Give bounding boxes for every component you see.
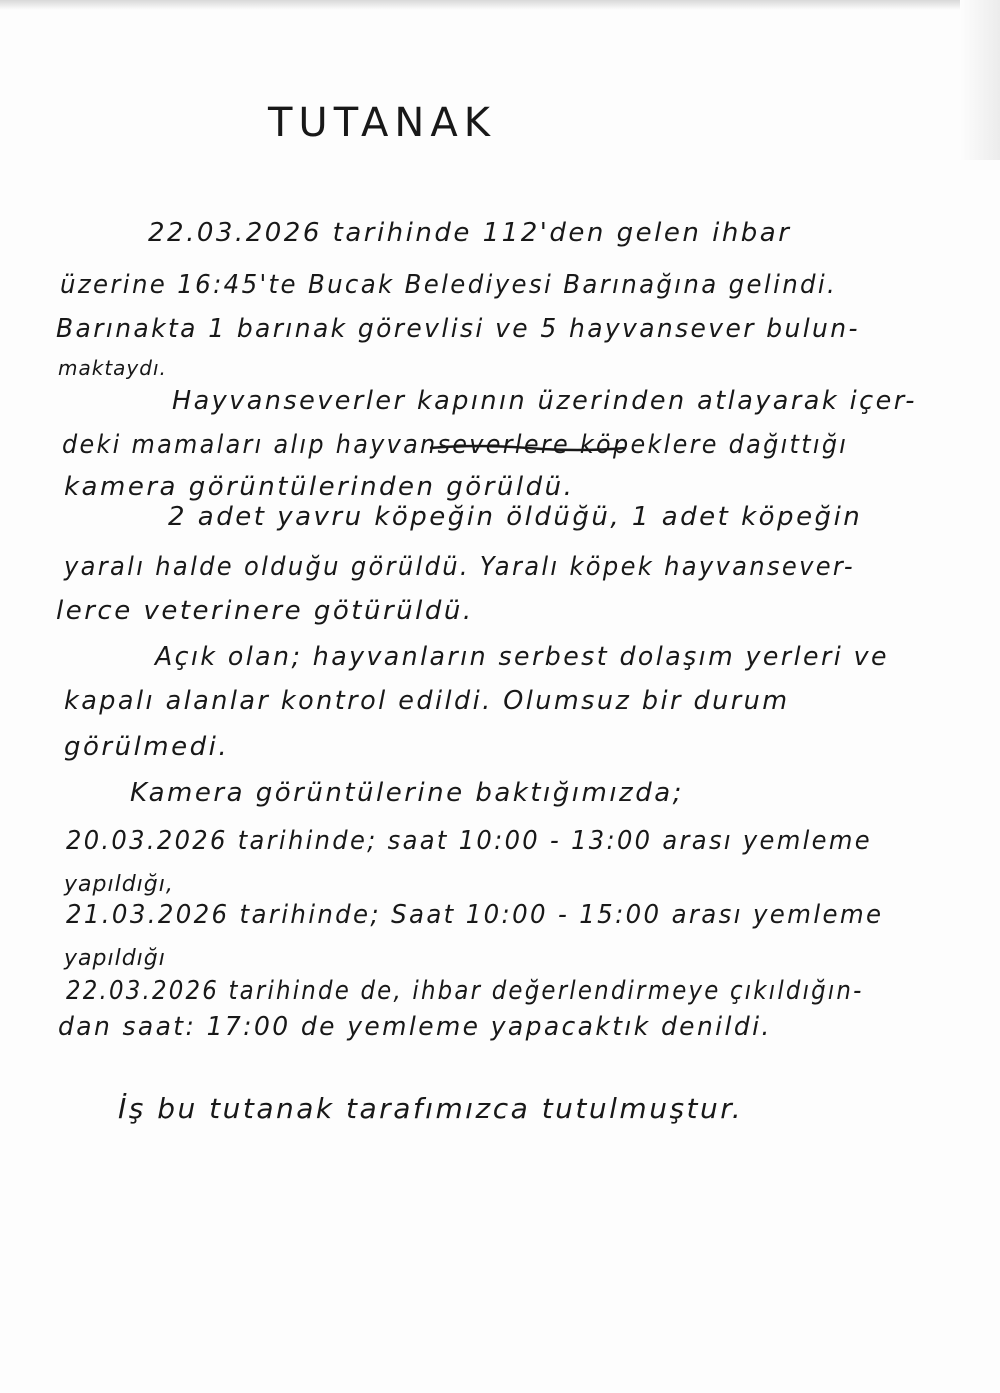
text-line: Kamera görüntülerine baktığımızda; <box>130 778 684 808</box>
closing-line: İş bu tutanak tarafımızca tutulmuştur. <box>118 1092 744 1125</box>
text-line: 20.03.2026 tarihinde; saat 10:00 - 13:00 arası yemleme <box>66 826 872 856</box>
text-line: Hayvanseverler kapının üzerinden atlayarak içer- <box>172 386 917 416</box>
text-line: yapıldığı <box>64 946 166 971</box>
document-title: TUTANAK <box>268 100 496 146</box>
text-line: 22.03.2026 tarihinde 112'den gelen ihbar <box>148 218 792 248</box>
text-line: kapalı alanlar kontrol edildi. Olumsuz bir durum <box>64 686 790 716</box>
text-line: görülmedi. <box>64 732 230 762</box>
text-line: 2 adet yavru köpeğin öldüğü, 1 adet köpeğin <box>168 502 863 532</box>
text-line: yapıldığı, <box>64 872 174 897</box>
text-line: dan saat: 17:00 de yemleme yapacaktık denildi. <box>58 1012 772 1042</box>
strikethrough-mark <box>428 442 628 454</box>
text-line: Barınakta 1 barınak görevlisi ve 5 hayvansever bulun- <box>56 314 860 344</box>
text-line: kamera görüntülerinden görüldü. <box>64 472 575 502</box>
text-line: 22.03.2026 tarihinde de, ihbar değerlendirmeye çıkıldığın- <box>66 976 864 1006</box>
text-line: 21.03.2026 tarihinde; Saat 10:00 - 15:00 arası yemleme <box>66 900 884 930</box>
text-line: yaralı halde olduğu görüldü. Yaralı köpek hayvansever- <box>64 552 855 582</box>
scan-edge-shadow <box>0 0 1000 10</box>
text-line: maktaydı. <box>58 356 167 380</box>
text-line: deki mamaları alıp hayvanseverlere köpeklere dağıttığı <box>62 430 849 460</box>
text-line: Açık olan; hayvanların serbest dolaşım yerleri ve <box>155 642 889 672</box>
scan-edge-shadow-right <box>960 0 1000 160</box>
text-line: lerce veterinere götürüldü. <box>56 596 474 626</box>
text-line: üzerine 16:45'te Bucak Belediyesi Barınağına gelindi. <box>60 270 838 300</box>
